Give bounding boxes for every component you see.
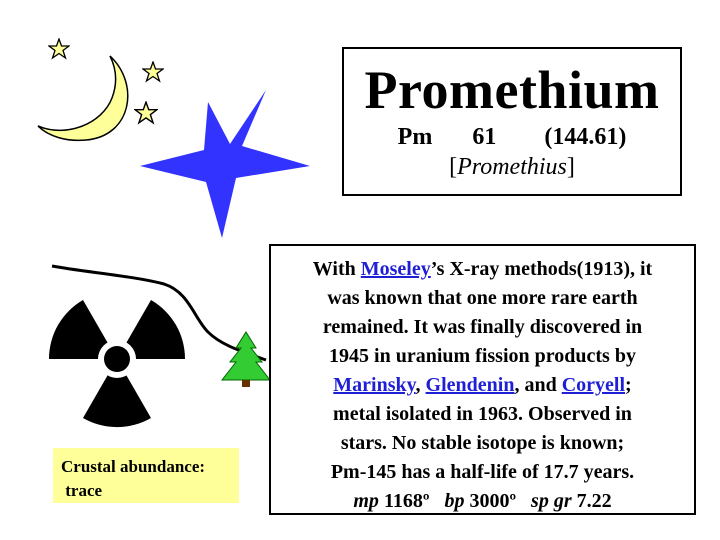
description-line: stars. No stable isotope is known; <box>340 432 625 454</box>
crustal-abundance-box <box>53 448 239 503</box>
description-line: metal isolated in 1963. Observed in <box>333 403 632 425</box>
description-line <box>271 371 694 400</box>
moseley-link[interactable]: Moseley <box>360 258 431 280</box>
bp-value: 3000º <box>469 490 517 512</box>
spgr-value: 7.22 <box>576 490 612 512</box>
bp-label: bp <box>444 490 465 512</box>
element-name: Promethium <box>364 60 660 120</box>
pine-tree-icon <box>220 330 272 388</box>
abundance-value: trace <box>61 481 103 500</box>
text-span: ’s X-ray methods(1913), it <box>430 258 653 280</box>
marinsky-link[interactable]: Marinsky <box>333 374 416 396</box>
text-span: , <box>415 374 426 396</box>
mp-value: 1168º <box>383 490 430 512</box>
element-info-line <box>344 123 680 151</box>
small-star-icon <box>48 38 70 60</box>
element-title-card <box>342 47 682 196</box>
element-symbol: Pm <box>397 124 433 150</box>
description-line: 1945 in uranium fission products by <box>329 345 636 367</box>
coryell-link[interactable]: Coryell <box>561 374 626 396</box>
small-star-icon <box>142 61 164 83</box>
description-box <box>269 244 696 515</box>
description-line: Pm-145 has a half-life of 17.7 years. <box>330 461 635 483</box>
blue-star-icon <box>138 88 314 240</box>
atomic-number: 61 <box>472 124 497 150</box>
properties-line <box>271 487 694 516</box>
etymology-line <box>344 153 680 181</box>
description-line <box>271 255 694 284</box>
mp-label: mp <box>353 490 379 512</box>
atomic-weight: (144.61) <box>544 124 627 150</box>
description-line: was known that one more rare earth <box>327 287 638 309</box>
glendenin-link[interactable]: Glendenin <box>425 374 515 396</box>
text-span: , and <box>514 374 562 396</box>
text-span: With <box>312 258 361 280</box>
text-span: ; <box>625 374 632 396</box>
spgr-label: sp gr <box>531 490 572 512</box>
bracket-open: [ <box>449 154 458 180</box>
bracket-close: ] <box>566 154 575 180</box>
abundance-label: Crustal abundance: <box>61 457 206 476</box>
crescent-moon-icon <box>36 54 136 150</box>
etymology: Promethius <box>457 154 567 180</box>
description-line: remained. It was finally discovered in <box>322 316 643 338</box>
